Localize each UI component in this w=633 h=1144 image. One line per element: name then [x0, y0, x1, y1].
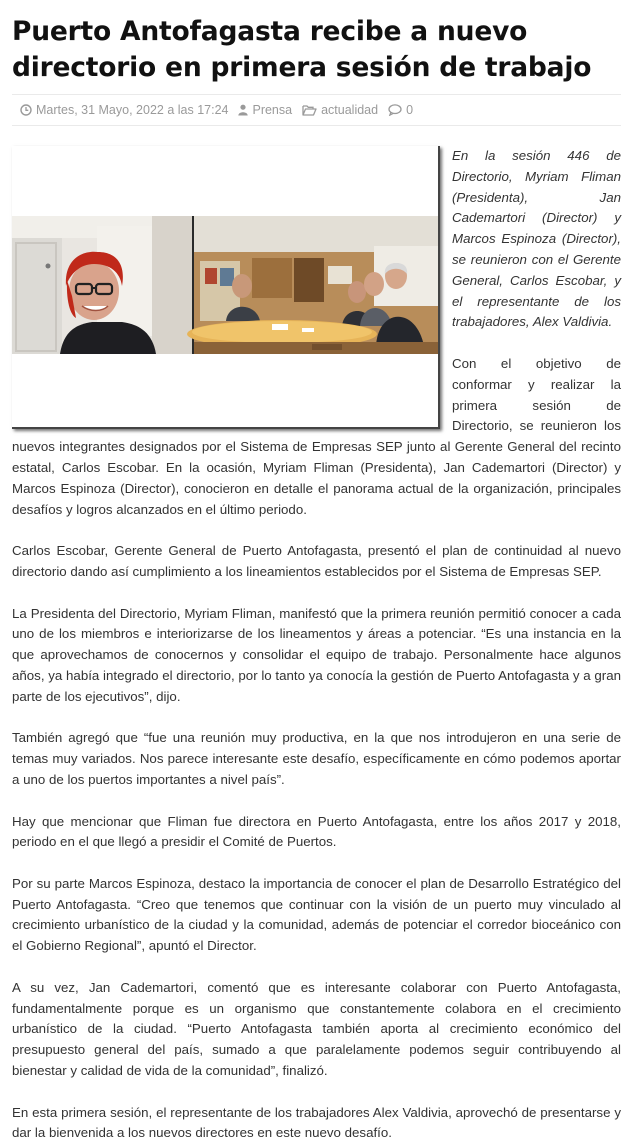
article-meta	[12, 94, 621, 126]
paragraph: También agregó que “fue una reunión muy productiva, en la que nos introdujeron en una serie de temas muy variados. Nos parece interesante este desafío, específicamente en cómo podemos aportar a uno de los puertos importantes a nivel país”.	[12, 730, 621, 787]
meta-category[interactable]	[302, 103, 378, 117]
meta-date-text: Martes, 31 Mayo, 2022 a las 17:24	[36, 103, 229, 117]
paragraph: En esta primera sesión, el representante de los trabajadores Alex Valdivia, aprovechó de presentarse y dar la bienvenida a los nuevos directores en este nuevo desafío.	[12, 1104, 621, 1141]
clock-icon	[20, 104, 32, 116]
paragraph: Hay que mencionar que Fliman fue directora en Puerto Antofagasta, entre los años 2017 y 2018, periodo en el que llegó a presidir el Comité de Puertos.	[12, 813, 621, 850]
paragraph: A su vez, Jan Cademartori, comentó que es interesante colaborar con Puerto Antofagasta, fundamentalmente porque es un organismo que constantemente colabora en el crecimiento urbanístico de la ciudad. “Puerto Antofagasta también aporta al crecimiento económico del presupuesto general del país, sumado a que paralelamente podemos seguir contribuyendo al bienestar y calidad de vida de la comunidad”, finalizó.	[12, 979, 621, 1079]
meta-comments[interactable]	[388, 103, 413, 117]
article-title: Puerto Antofagasta recibe a nuevo directorio en primera sesión de trabajo	[12, 16, 592, 83]
paragraph: Por su parte Marcos Espinoza, destaco la importancia de conocer el plan de Desarrollo Estratégico del Puerto Antofagasta. “Creo que tenemos que continuar con la visión de un puerto muy vinculado al crecimiento urbanístico de la ciudad y la comunidad, además de potenciar el corredor bioceánico con el Gobierno Regional”, apuntó el Director.	[12, 875, 621, 954]
comment-icon	[388, 104, 402, 116]
user-icon	[238, 104, 248, 116]
meta-author[interactable]	[238, 103, 292, 117]
meta-comments-count[interactable]: 0	[406, 103, 414, 117]
paragraph: Con el objetivo de conformar y realizar la primera sesión de Directorio, se reunieron los nuevos integrantes designados por el Sistema de Empresas SEP junto al Gerente General del recinto estatal, Carlos Escobar. En la ocasión, Myriam Fliman (Presidenta), Jan Cademartori (Director) y Marcos Espinoza (Director), conocieron en detalle el panorama actual de la organización, principales desafíos y logros alcanzados en el último periodo.	[12, 355, 621, 517]
paragraph: Carlos Escobar, Gerente General de Puerto Antofagasta, presentó el plan de continuidad al nuevo directorio dando así cumplimiento a los lineamientos establecidos por el Sistema de Empresas SEP.	[12, 543, 621, 579]
article	[0, 14, 633, 1144]
paragraph: La Presidenta del Directorio, Myriam Fliman, manifestó que la primera reunión permitió conocer a cada uno de los miembros e interiorizarse de los lineamentos y áreas a potenciar. “Es una instancia en la que aprovechamos de conocernos y consolidar el equipo de trabajo. Personalmente hace algunos años, ya había integrado el directorio, por lo tanto ya conocía la gestión de Puerto Antofagasta y a gran parte de los ejecutivos”, dijo.	[12, 605, 621, 704]
video-conference-photo	[12, 146, 438, 427]
image-caption: En la sesión 446 de Directorio, Myriam Fliman (Presidenta), Jan Cademartori (Director) y Marcos Espinoza (Director), se reunieron con el Gerente General, Carlos Escobar, y el representante de los trabajadores, Alex Valdivia.	[452, 148, 621, 330]
meta-category-text[interactable]: actualidad	[321, 103, 379, 117]
article-image	[12, 146, 440, 429]
meta-author-text[interactable]: Prensa	[252, 103, 293, 117]
meta-date	[20, 103, 228, 117]
article-body	[12, 146, 621, 1144]
folder-open-icon	[302, 104, 317, 116]
